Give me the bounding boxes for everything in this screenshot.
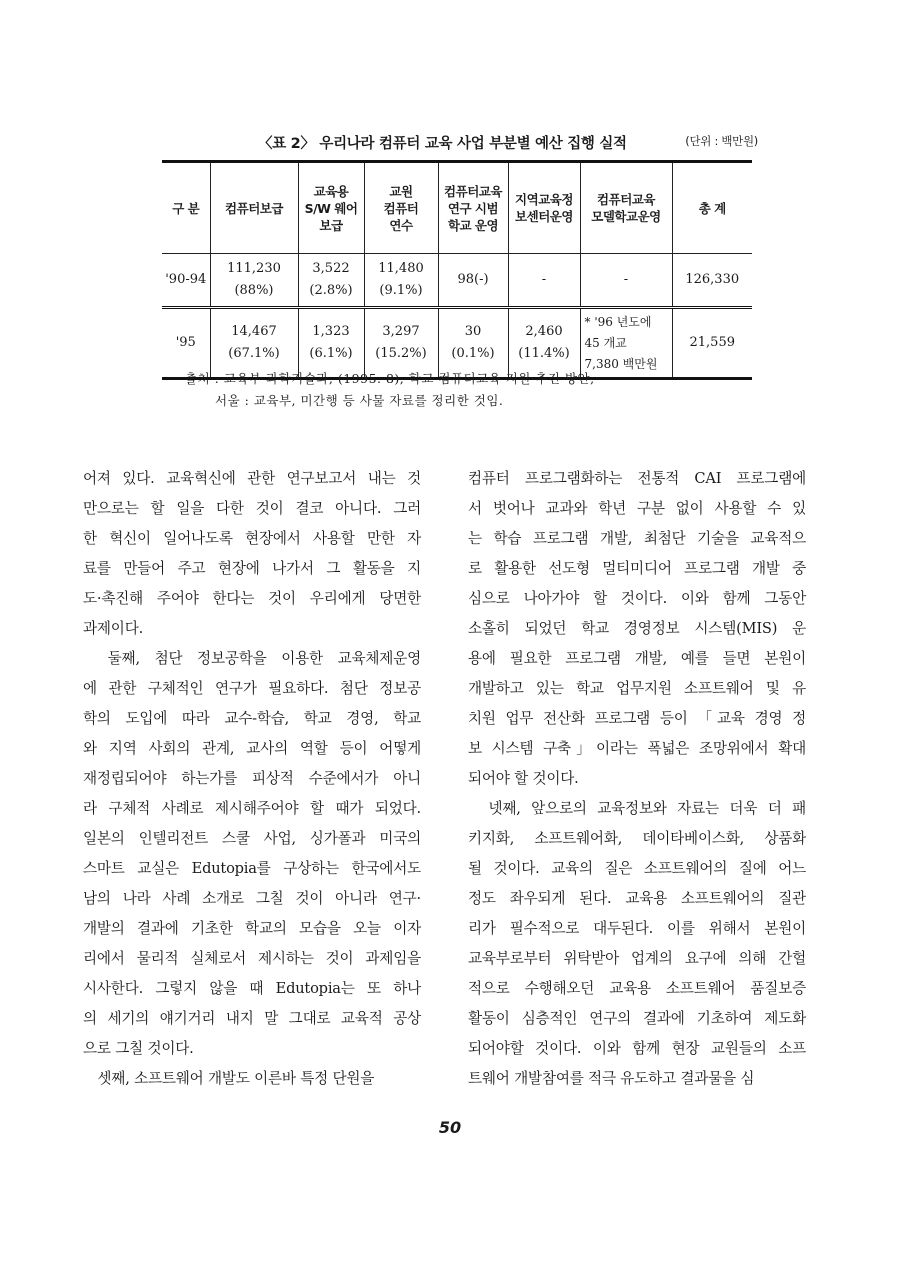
- cell-line: 교육용: [313, 183, 349, 199]
- text-line: 서 벗어나 교과와 학년 구분 없이 사용할 수 있: [468, 500, 806, 517]
- body-right-column: [468, 464, 806, 1094]
- text-line: 정도 좌우되게 된다. 교육용 소프트웨어의 질관: [468, 890, 806, 907]
- table-header-cell: [672, 162, 752, 254]
- text-line: 시사한다. 그렇지 않을 때 Edutopia는 또 하나: [83, 980, 421, 997]
- text-line: 리에서 물리적 실체로서 제시하는 것이 과제임을: [83, 950, 421, 967]
- page-number: 50: [438, 1118, 462, 1137]
- cell-line: 보센터운영: [515, 209, 573, 224]
- cell-line: 3,297: [382, 324, 420, 339]
- cell-line: 98(-): [457, 272, 489, 287]
- cell-line: 보급: [319, 217, 343, 233]
- text-line: 남의 나라 사례 소개로 그칠 것이 아니라 연구·: [83, 890, 421, 907]
- text-line: 컴퓨터 프로그램화하는 전통적 CAI 프로그램에: [468, 470, 806, 487]
- text-line: 학의 도입에 따라 교수-학습, 학교 경영, 학교: [83, 710, 421, 727]
- table-header-row: [162, 162, 752, 254]
- text-line: 개발의 결과에 기초한 학교의 모습을 오늘 이자: [83, 920, 421, 937]
- text-line: 료를 만들어 주고 현장에 나가서 그 활동을 지: [83, 560, 421, 577]
- text-line: 되어야할 것이다. 이와 함께 현장 교원들의 소프: [468, 1040, 806, 1057]
- text-line: 과제이다.: [83, 620, 144, 637]
- text-line: 용에 필요한 프로그램 개발, 예를 들면 본원이: [468, 650, 806, 667]
- text-line: 한 혁신이 일어나도록 현장에서 사용할 만한 자: [83, 530, 421, 547]
- cell-line: 14,467: [231, 324, 277, 339]
- table-cell: [298, 254, 364, 308]
- text-line: 둘째, 첨단 정보공학을 이용한 교육체제운영: [83, 650, 421, 667]
- text-line: 와 지역 사회의 관계, 교사의 역할 등이 어떻게: [83, 740, 421, 757]
- text-line: 는 학습 프로그램 개발, 최첨단 기술을 교육적으: [468, 530, 806, 547]
- total-cell: 21,559: [672, 308, 752, 379]
- text-line: 셋째, 소프트웨어 개발도 이른바 특정 단원을: [83, 1070, 375, 1087]
- cell-line: (88%): [234, 283, 274, 298]
- text-line: 만으로는 할 일을 다한 것이 결코 아니다. 그러: [83, 500, 421, 517]
- text-line: 키지화, 소프트웨어화, 데이타베이스화, 상품화: [468, 830, 806, 847]
- table-header-cell: [210, 162, 298, 254]
- table-header-cell: [298, 162, 364, 254]
- text-line: 일본의 인텔리전트 스쿨 사업, 싱가폴과 미국의: [83, 830, 421, 847]
- table-header-cell: [162, 162, 210, 254]
- table-unit: (단위 : 백만원): [685, 134, 758, 148]
- cell-line: 컴퓨터교육: [597, 192, 655, 207]
- cell-line: 11,480: [378, 261, 424, 276]
- cell-line: 연수: [389, 217, 413, 233]
- body-left-column: [83, 464, 421, 1094]
- text-line: 도·촉진해 주어야 한다는 것이 우리에게 당면한: [83, 590, 421, 607]
- cell-line: 구 분: [172, 200, 200, 216]
- budget-table: [162, 160, 752, 380]
- table-caption: [258, 132, 758, 153]
- cell-line: 컴퓨터: [383, 200, 419, 216]
- text-line: 의 세기의 얘기거리 내지 말 그대로 교육적 공상: [83, 1010, 421, 1027]
- text-line: 되어야 할 것이다.: [468, 770, 579, 787]
- cell-line: -: [623, 272, 629, 287]
- source-line: 서울 : 교육부, 미간행 등 사물 자료를 정리한 것임.: [215, 393, 504, 408]
- cell-line: 학교 운영: [447, 217, 499, 233]
- text-line: 될 것이다. 교육의 질은 소프트웨어의 질에 어느: [468, 860, 806, 877]
- cell-line: (11.4%): [518, 346, 570, 361]
- text-line: 심으로 나아가야 할 것이다. 이와 함께 그동안: [468, 590, 806, 607]
- cell-line: 총 계: [698, 200, 726, 216]
- cell-line: (2.8%): [309, 283, 353, 298]
- cell-line: -: [541, 272, 547, 287]
- table-header-cell: [364, 162, 438, 254]
- cell-line: 111,230: [227, 261, 281, 276]
- cell-line: 지역교육정: [515, 192, 573, 207]
- table-cell: [210, 254, 298, 308]
- cell-line: S/W 웨어: [304, 200, 358, 216]
- cell-line: 연구 시범: [447, 200, 499, 216]
- cell-line: (9.1%): [379, 283, 423, 298]
- cell-line: 3,522: [312, 261, 350, 276]
- text-line: 라 구체적 사례로 제시해주어야 할 때가 되었다.: [83, 800, 421, 817]
- table-cell: [580, 254, 672, 308]
- cell-line: 45 개교: [584, 335, 627, 350]
- table-source-note: [185, 368, 785, 412]
- text-line: 어져 있다. 교육혁신에 관한 연구보고서 내는 것: [83, 470, 421, 487]
- table-caption-title: 〈표 2〉 우리나라 컴퓨터 교육 사업 부분별 예산 집행 실적: [258, 136, 627, 152]
- cell-line: 컴퓨터보급: [225, 200, 283, 216]
- text-line: 으로 그칠 것이다.: [83, 1040, 194, 1057]
- total-cell: 126,330: [672, 254, 752, 308]
- table-cell: [438, 254, 508, 308]
- text-line: 치원 업무 전산화 프로그램 등이 「교육 경영 정: [468, 710, 806, 727]
- cell-line: 모델학교운영: [591, 209, 661, 224]
- cell-line: (6.1%): [309, 346, 353, 361]
- period-cell: '90-94: [162, 254, 210, 308]
- cell-line: (15.2%): [375, 346, 427, 361]
- text-line: 보 시스템 구축」이라는 폭넓은 조망위에서 확대: [468, 740, 806, 757]
- cell-line: 30: [464, 324, 482, 339]
- cell-line: 교원: [389, 183, 413, 199]
- text-line: 교육부로부터 위탁받아 업계의 요구에 의해 간헐: [468, 950, 806, 967]
- text-line: 개발하고 있는 학교 업무지원 소프트웨어 및 유: [468, 680, 806, 697]
- text-line: 트웨어 개발참여를 적극 유도하고 결과물을 심: [468, 1070, 755, 1087]
- cell-line: 2,460: [525, 324, 563, 339]
- text-line: 넷째, 앞으로의 교육정보와 자료는 더욱 더 패: [468, 800, 806, 817]
- table-header-cell: [508, 162, 580, 254]
- table-cell: [508, 254, 580, 308]
- cell-line: 1,323: [312, 324, 350, 339]
- cell-line: * '96 년도에: [584, 314, 652, 329]
- text-line: 재정립되어야 하는가를 피상적 수준에서가 아니: [83, 770, 421, 787]
- period-cell: '95: [162, 308, 210, 379]
- text-line: 적으로 수행해오던 교육용 소프트웨어 품질보증: [468, 980, 806, 997]
- text-line: 소홀히 되었던 학교 경영정보 시스템(MIS) 운: [468, 620, 806, 637]
- cell-line: 7,380 백만원: [584, 356, 658, 371]
- table-cell: [364, 254, 438, 308]
- cell-line: (0.1%): [451, 346, 495, 361]
- text-line: 로 활용한 선도형 멀티미디어 프로그램 개발 중: [468, 560, 806, 577]
- cell-line: (67.1%): [228, 346, 280, 361]
- text-line: 활동이 심층적인 연구의 결과에 기초하여 제도화: [468, 1010, 806, 1027]
- table-row: [162, 254, 752, 308]
- text-line: 리가 필수적으로 대두된다. 이를 위해서 본원이: [468, 920, 806, 937]
- table-header-cell: [580, 162, 672, 254]
- source-line: 출처 : 교육부 과학기술과, (1995. 8), 학교 컴퓨터교육 지원 추진 방안,: [185, 371, 595, 386]
- table-header-cell: [438, 162, 508, 254]
- text-line: 에 관한 구체적인 연구가 필요하다. 첨단 정보공: [83, 680, 421, 697]
- cell-line: 컴퓨터교육: [444, 183, 502, 199]
- text-line: 스마트 교실은 Edutopia를 구상하는 한국에서도: [83, 860, 421, 877]
